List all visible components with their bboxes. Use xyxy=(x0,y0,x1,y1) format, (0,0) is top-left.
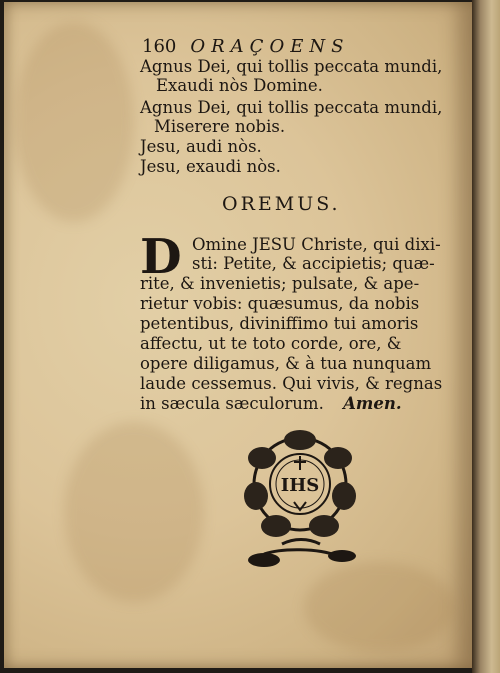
litany-line: Miserere nobis. xyxy=(154,117,286,136)
prayer-line-final xyxy=(140,395,402,413)
ihs-monogram: IHS xyxy=(280,475,320,496)
prayer-line: rite, & invenietis; pulsate, & ape- xyxy=(140,274,420,293)
ihs-rose-emblem-icon xyxy=(234,426,366,576)
running-title: ORAÇOENS xyxy=(190,36,350,57)
prayer-line: petentibus, diviniffimo tui amoris xyxy=(140,314,419,333)
prayer-line: affectu, ut te toto corde, ore, & xyxy=(140,334,402,353)
foxing-stain xyxy=(64,422,204,602)
drop-cap: D xyxy=(140,229,182,285)
section-heading: OREMUS. xyxy=(222,193,341,215)
prayer-line: opere diligamus, & à tua nunquam xyxy=(140,354,432,373)
litany-line: Agnus Dei, qui tollis peccata mundi, xyxy=(140,57,443,76)
page-number: 160 xyxy=(142,36,177,57)
prayer-line: laude cessemus. Qui vivis, & regnas xyxy=(140,374,443,393)
prayer-line: sti: Petite, & accipietis; quæ- xyxy=(192,254,435,273)
litany-line: Jesu, audi nòs. xyxy=(140,137,262,156)
litany-line: Agnus Dei, qui tollis peccata mundi, xyxy=(140,98,443,117)
amen: Amen. xyxy=(343,394,402,413)
prayer-line: Omine JESU Christe, qui dixi- xyxy=(192,235,441,254)
prayer-line: rietur vobis: quæsumus, da nobis xyxy=(140,294,420,313)
litany-line: Exaudi nòs Domine. xyxy=(156,76,323,95)
litany-line: Jesu, exaudi nòs. xyxy=(140,157,281,176)
foxing-stain xyxy=(14,22,134,222)
prayer-line-text: in sæcula sæculorum. xyxy=(140,394,324,413)
facing-page-edge xyxy=(472,0,500,673)
